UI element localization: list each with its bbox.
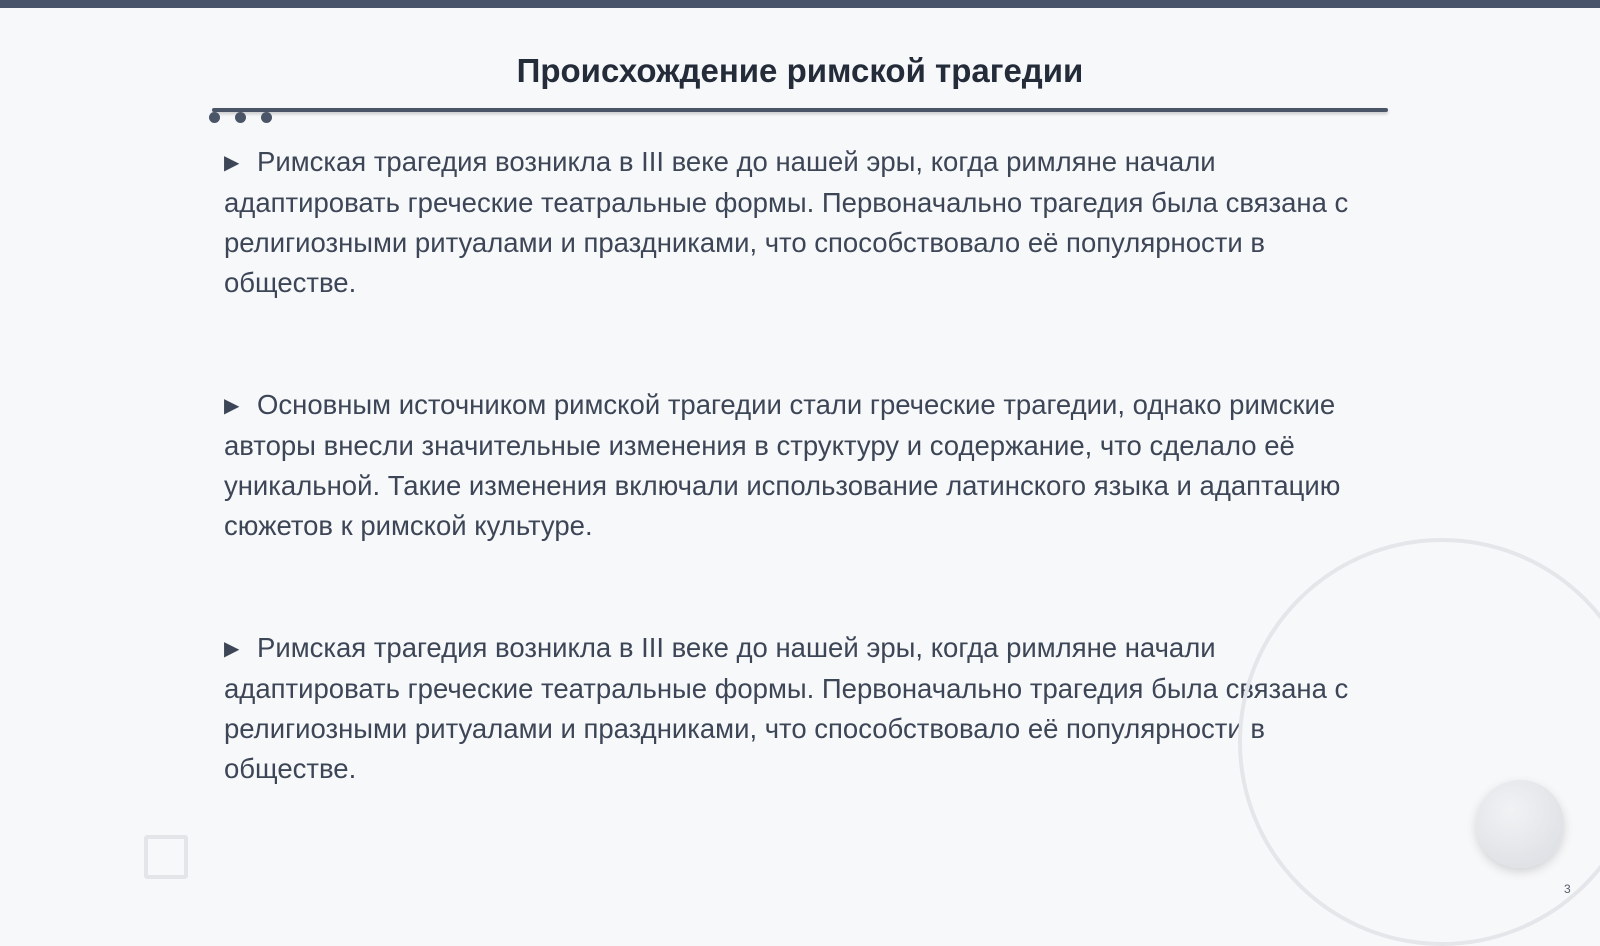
decorative-sphere [1476,780,1564,868]
paragraph-text: Основным источником римской трагедии стали греческие трагедии, однако римские авторы внесли значительные изменения в структуру и содержание, что сделало её уникальной. Такие изменения включали использование латинского языка и адаптацию сюжетов к римской культуре. [224,389,1341,541]
bullet-triangle-icon: ▶ [224,638,240,660]
bullet-triangle-icon: ▶ [224,395,240,417]
decorative-dot [209,112,220,123]
bullet-paragraph [224,142,1384,303]
decorative-dot [261,112,272,123]
bullet-paragraph [224,628,1384,789]
bullet-triangle-icon: ▶ [224,152,240,174]
bullet-paragraph [224,385,1384,546]
paragraph-text: Римская трагедия возникла в III веке до нашей эры, когда римляне начали адаптировать греческие театральные формы. Первоначально трагедия была связана с религиозными ритуалами и праздниками, что способствовало её популярности в обществе. [224,146,1349,298]
decorative-dot [235,112,246,123]
paragraph-text: Римская трагедия возникла в III веке до нашей эры, когда римляне начали адаптировать греческие театральные формы. Первоначально трагедия была связана с религиозными ритуалами и праздниками, что способствовало её популярности в обществе. [224,632,1349,784]
slide-body [224,142,1384,871]
title-underline [212,108,1388,112]
decorative-square [144,835,188,879]
top-accent-bar [0,0,1600,8]
slide-title: Происхождение римской трагедии [516,52,1084,89]
page-number: 3 [1564,882,1571,896]
